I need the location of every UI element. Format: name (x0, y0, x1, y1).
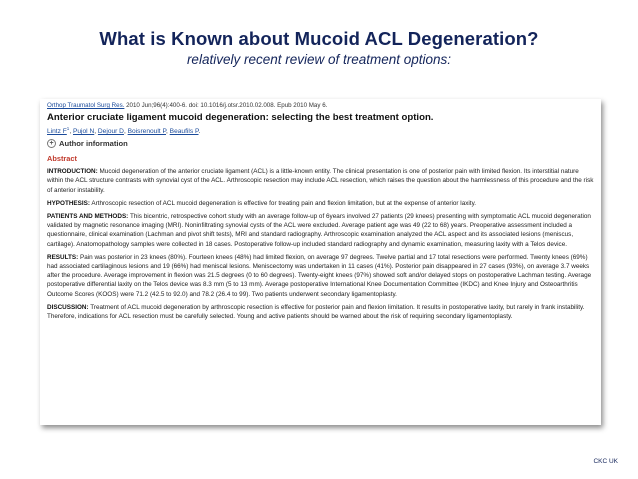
section-text: This bicentric, retrospective cohort study with an average follow-up of 6years involved 27 patients (29 knees) presenting with symptomatic ACL mucoid degeneration validated by magnetic resonance imaging (MRI). Noninfiltrating synovial cysts of the ACL were excluded. Average patient age was 49 (22 to 68) years. Preoperative assessment included a questionnaire, clinical examination (Lachman and pivot shift tests), MRI and standard radiography. Arthroscopic examination analyzed the ACL aspect and its associated lesions (meniscus, cartilage). Anatomopathology samples were collected in 18 cases. Postoperative follow-up included standard radiography and dynamic examination, measuring laxity with a Telos device. (47, 213, 591, 248)
section-label: PATIENTS AND METHODS: (47, 213, 129, 220)
article-title: Anterior cruciate ligament mucoid degeneration: selecting the best treatment option. (47, 112, 434, 123)
section-text: Pain was posterior in 23 knees (80%). Fourteen knees (48%) had limited flexion, on average 97 degrees. Twelve partial and 17 total resections were performed. Twenty knees (69%) had associated cartilaginous lesions and 19 (66%) had meniscal lesions. Meniscectomy was undertaken in 11 cases (41%). Posterior pain disappeared in 27 cases (93%), on average 3.7 weeks after the procedure. Average improvement in flexion was 21.5 degrees (0 to 60 degrees). Twenty-eight knees (97%) showed soft and/or delayed stops on postoperative Lachman testing. Average postoperative differential laxity on the Telos device was 8.3 mm (5 to 13 mm). Average postoperative International Knee Documentation Committee (IKDC) and Knee Injury and Osteoarthritis Outcome Scores (KOOS) were 71.2 (42.5 to 92.0) and 78.2 (26.4 to 99). Two patients underwent secondary ligamentoplasty. (47, 253, 592, 298)
slide-title: What is Known about Mucoid ACL Degeneration? (99, 28, 539, 49)
author-superscript: 1 (66, 126, 70, 131)
abstract-patients-methods (47, 212, 594, 249)
section-text: Treatment of ACL mucoid degeneration by arthroscopic resection is effective for posterior pain and flexion limitation. It results in postoperative laxity, but rarely in frank instability. Therefore, indications for ACL resection must be carefully selected. Young and active patients should be warned about the risk of requiring secondary ligamentoplasty. (47, 303, 585, 321)
author-link[interactable]: Beaufils P (169, 128, 199, 136)
citation-details: 2010 Jun;96(4):400-6. doi: 10.1016/j.otsr.2010.02.008. Epub 2010 May 6. (124, 102, 328, 109)
section-label: INTRODUCTION: (47, 168, 98, 176)
author-link[interactable]: Boisrenoult P (127, 128, 166, 136)
author-information-label: Author information (59, 139, 128, 149)
abstract-introduction (47, 167, 594, 195)
journal-link[interactable]: Orthop Traumatol Surg Res. (47, 102, 125, 109)
section-label: HYPOTHESIS: (47, 199, 91, 207)
abstract-results (47, 253, 594, 299)
section-text: Arthroscopic resection of ACL mucoid degeneration is effective for treating pain and flexion limitation, but at the expense of anterior laxity. (90, 199, 477, 207)
section-text: Mucoid degeneration of the anterior cruciate ligament (ACL) is a little-known entity. The clinical presentation is one of posterior pain with limited flexion. Its interstitial nature within the ACL structure contrasts with synovial cyst of the ACL. Arthroscopic resection may include ACL resection, which raises the question about the harmlessness of this procedure and the risk of anterior instability. (47, 168, 594, 194)
citation-line (47, 102, 594, 109)
author-list: Lintz $F^1$, Pujol N, Dejour D, Boisrenoult P, Beaufils P. (47, 126, 201, 136)
abstract-heading: Abstract (47, 154, 77, 164)
slide-subtitle: relatively recent review of treatment options: (186, 52, 452, 67)
abstract-hypothesis (47, 199, 594, 208)
section-label: RESULTS: (47, 253, 79, 261)
author-information-toggle[interactable] (47, 139, 594, 148)
section-label: DISCUSSION: (47, 303, 89, 311)
article-screenshot (40, 99, 601, 425)
author-link[interactable]: Pujol N (72, 128, 95, 136)
expand-plus-icon: + (47, 139, 56, 148)
footer-credit: CKC UK (593, 458, 618, 465)
abstract-discussion (47, 303, 594, 321)
author-link[interactable]: Lintz F (47, 128, 67, 136)
author-link[interactable]: Dejour D (97, 128, 124, 136)
